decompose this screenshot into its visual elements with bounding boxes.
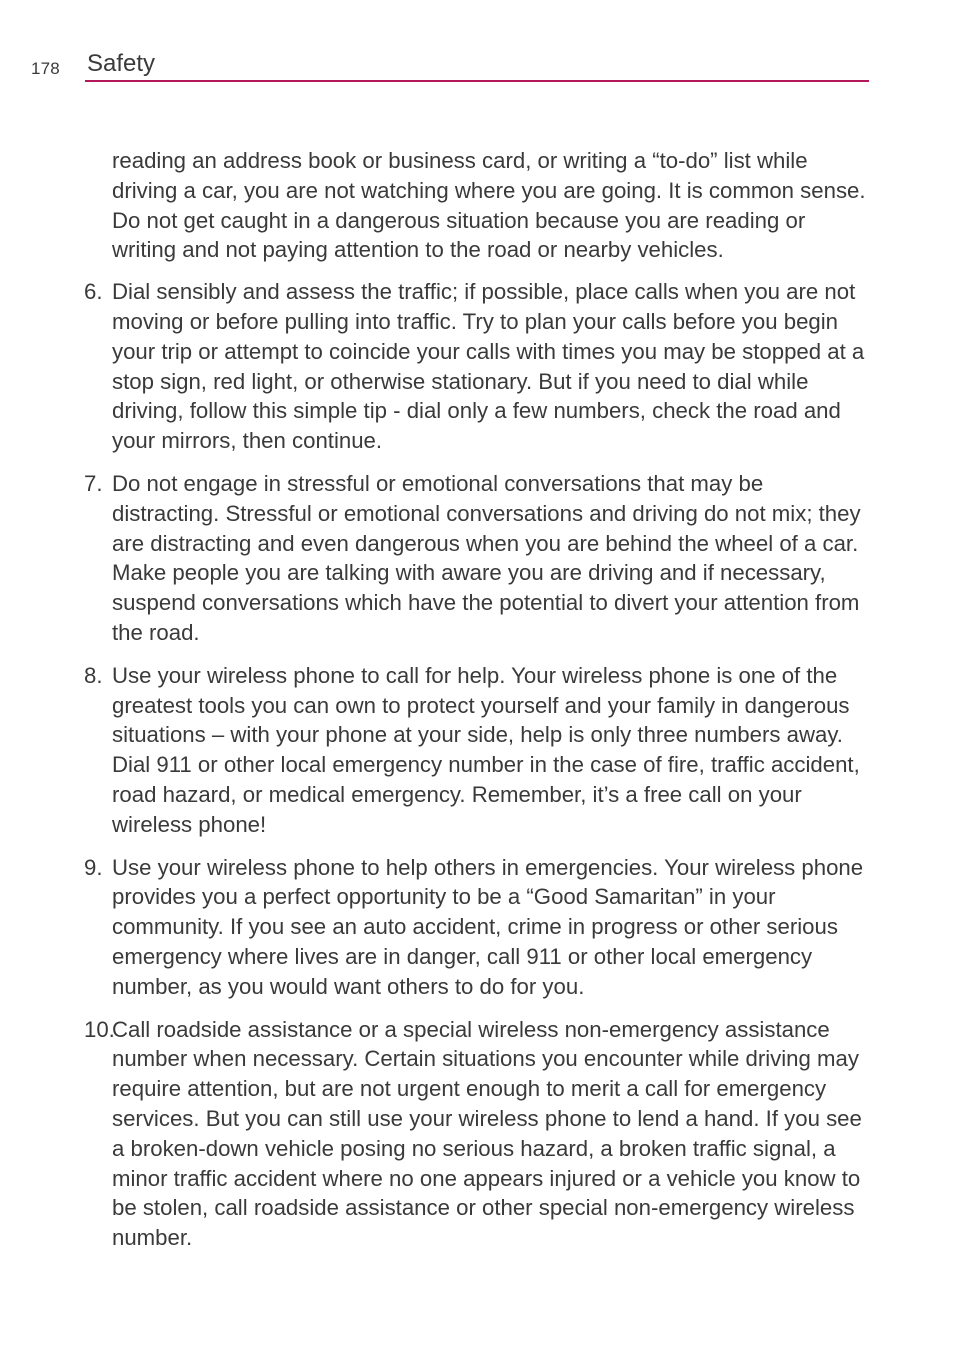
list-item-number: 7.: [84, 470, 103, 496]
list-item: [0, 853, 874, 1002]
list-item-number: 10.: [84, 1016, 115, 1042]
section-title: Safety: [87, 50, 156, 77]
page-header: [0, 0, 954, 90]
list-item-text: Use your wireless phone to call for help. Your wireless phone is one of the greatest tools you can own to protect yourself and your family in dangerous situations – with your phone at your side, help is only three numbers away. Dial 911 or other local emergency number in the case of fire, traffic accident, road hazard, or medical emergency. Remember, it’s a free call on your wireless phone!: [112, 662, 860, 837]
list-item-number: 9.: [84, 854, 103, 880]
list-item-number: 8.: [84, 662, 103, 688]
list-item-text: Use your wireless phone to help others in emergencies. Your wireless phone provides you a perfect opportunity to be a “Good Samaritan” in your community. If you see an auto accident, crime in progress or other serious emergency where lives are in danger, call 911 or other local emergency number, as you would want others to do for you.: [112, 854, 864, 999]
continuation-paragraph: reading an address book or business card, or writing a “to-do” list while driving a car, you are not watching where you are going. It is common sense. Do not get caught in a dangerous situation because you are reading or writing and not paying attention to the road or nearby vehicles.: [112, 148, 866, 263]
list-item-text: Do not engage in stressful or emotional conversations that may be distracting. Stressful or emotional conversations and driving do not mix; they are distracting and even dangerous when you are behind the wheel of a car. Make people you are talking with aware you are driving and if necessary, suspend conversations which have the potential to divert your attention from the road.: [112, 470, 861, 645]
header-divider: [85, 80, 869, 82]
list-item-number: 6.: [84, 279, 103, 305]
list-item: [0, 661, 874, 840]
page-number: 178: [31, 59, 60, 78]
list-item: [0, 1015, 874, 1253]
list-item-text: Call roadside assistance or a special wireless non-emergency assistance number when necessary. Certain situations you encounter while driving may require attention, but are not urgent enough to merit a call for emergency services. But you can still use your wireless phone to lend a hand. If you see a broken-down vehicle posing no serious hazard, a broken traffic signal, a minor traffic accident where no one appears injured or a vehicle you know to be stolen, call roadside assistance or other special non-emergency wireless number.: [112, 1016, 862, 1251]
page-body: [0, 146, 954, 1266]
list-item: [0, 277, 874, 456]
list-item-text: Dial sensibly and assess the traffic; if possible, place calls when you are not moving or before pulling into traffic. Try to plan your calls before you begin your trip or attempt to coincide your calls with times you may be stopped at a stop sign, red light, or otherwise stationary. But if you need to dial while driving, follow this simple tip - dial only a few numbers, check the road and your mirrors, then continue.: [112, 279, 865, 454]
list-item: [0, 469, 874, 648]
